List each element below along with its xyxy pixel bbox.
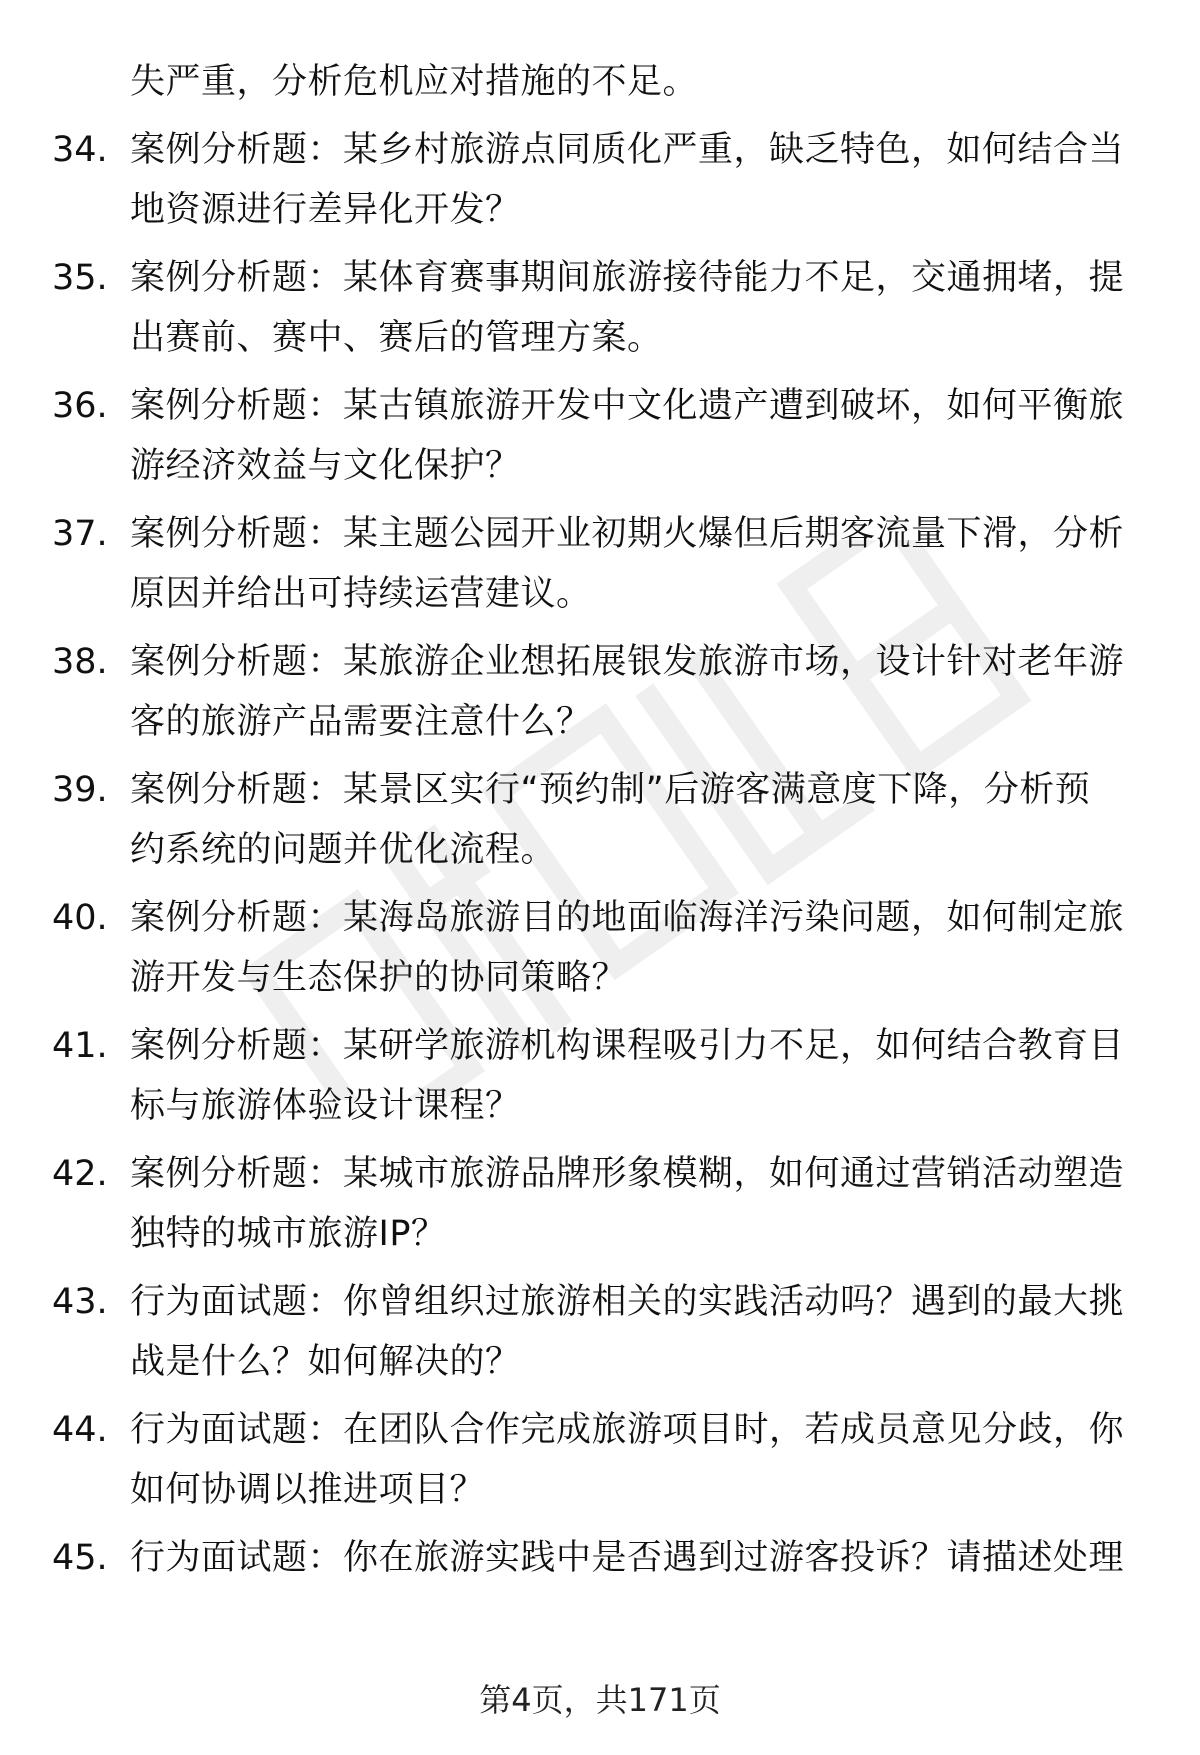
question-text-line: 行为面试题：在团队合作完成旅游项目时，若成员意见分歧，你	[130, 1410, 1125, 1450]
question-text-line: 约系统的问题并优化流程。	[130, 830, 557, 870]
question-text-line: 标与旅游体验设计课程？	[130, 1086, 521, 1126]
continuation-text: 失严重，分析危机应对措施的不足。	[130, 62, 699, 102]
question-number: 37.	[52, 514, 108, 554]
question-number: 42.	[52, 1154, 108, 1194]
question-text-line: 游开发与生态保护的协同策略？	[130, 958, 628, 998]
question-text-line: 案例分析题：某研学旅游机构课程吸引力不足，如何结合教育目	[130, 1026, 1125, 1066]
question-list	[0, 52, 1200, 1596]
question-item	[0, 1400, 1200, 1520]
question-number: 40.	[52, 898, 108, 938]
question-text-line: 客的旅游产品需要注意什么？	[130, 702, 592, 742]
question-item	[0, 376, 1200, 496]
question-item	[0, 632, 1200, 752]
question-text-line: 游经济效益与文化保护？	[130, 446, 521, 486]
question-number: 45.	[52, 1538, 108, 1578]
question-number: 39.	[52, 770, 108, 810]
question-item	[0, 248, 1200, 368]
question-number: 35.	[52, 258, 108, 298]
question-text-line: 案例分析题：某乡村旅游点同质化严重，缺乏特色，如何结合当	[130, 130, 1125, 170]
question-item	[0, 760, 1200, 880]
question-item	[0, 1528, 1200, 1588]
question-number: 41.	[52, 1026, 108, 1066]
question-item	[0, 504, 1200, 624]
page-footer: 第4页，共171页	[479, 1681, 721, 1719]
question-text-line: 如何协调以推进项目？	[130, 1470, 486, 1510]
question-text-line: 行为面试题：你曾组织过旅游相关的实践活动吗？遇到的最大挑	[130, 1282, 1125, 1322]
question-item	[0, 120, 1200, 240]
question-number: 34.	[52, 130, 108, 170]
question-number: 43.	[52, 1282, 108, 1322]
question-text-line: 战是什么？如何解决的？	[130, 1342, 521, 1382]
question-text-line: 案例分析题：某景区实行“预约制”后游客满意度下降，分析预	[130, 770, 1091, 810]
question-text-line: 案例分析题：某体育赛事期间旅游接待能力不足，交通拥堵，提	[130, 258, 1125, 298]
question-item	[0, 1144, 1200, 1264]
question-number: 38.	[52, 642, 108, 682]
question-item	[0, 1272, 1200, 1392]
question-text-line: 独特的城市旅游IP？	[130, 1214, 447, 1254]
question-text-line: 行为面试题：你在旅游实践中是否遇到过游客投诉？请描述处理	[130, 1538, 1125, 1578]
question-text-line: 地资源进行差异化开发？	[130, 190, 521, 230]
question-item	[0, 1016, 1200, 1136]
question-text-line: 原因并给出可持续运营建议。	[130, 574, 592, 614]
question-text-line: 出赛前、赛中、赛后的管理方案。	[130, 318, 663, 358]
question-item	[0, 888, 1200, 1008]
question-number: 44.	[52, 1410, 108, 1450]
question-text-line: 案例分析题：某海岛旅游目的地面临海洋污染问题，如何制定旅	[130, 898, 1125, 938]
question-text-line: 案例分析题：某城市旅游品牌形象模糊，如何通过营销活动塑造	[130, 1154, 1125, 1194]
question-text-line: 案例分析题：某古镇旅游开发中文化遗产遭到破坏，如何平衡旅	[130, 386, 1125, 426]
question-number: 36.	[52, 386, 108, 426]
question-text-line: 案例分析题：某主题公园开业初期火爆但后期客流量下滑，分析	[130, 514, 1125, 554]
question-text-line: 案例分析题：某旅游企业想拓展银发旅游市场，设计针对老年游	[130, 642, 1125, 682]
